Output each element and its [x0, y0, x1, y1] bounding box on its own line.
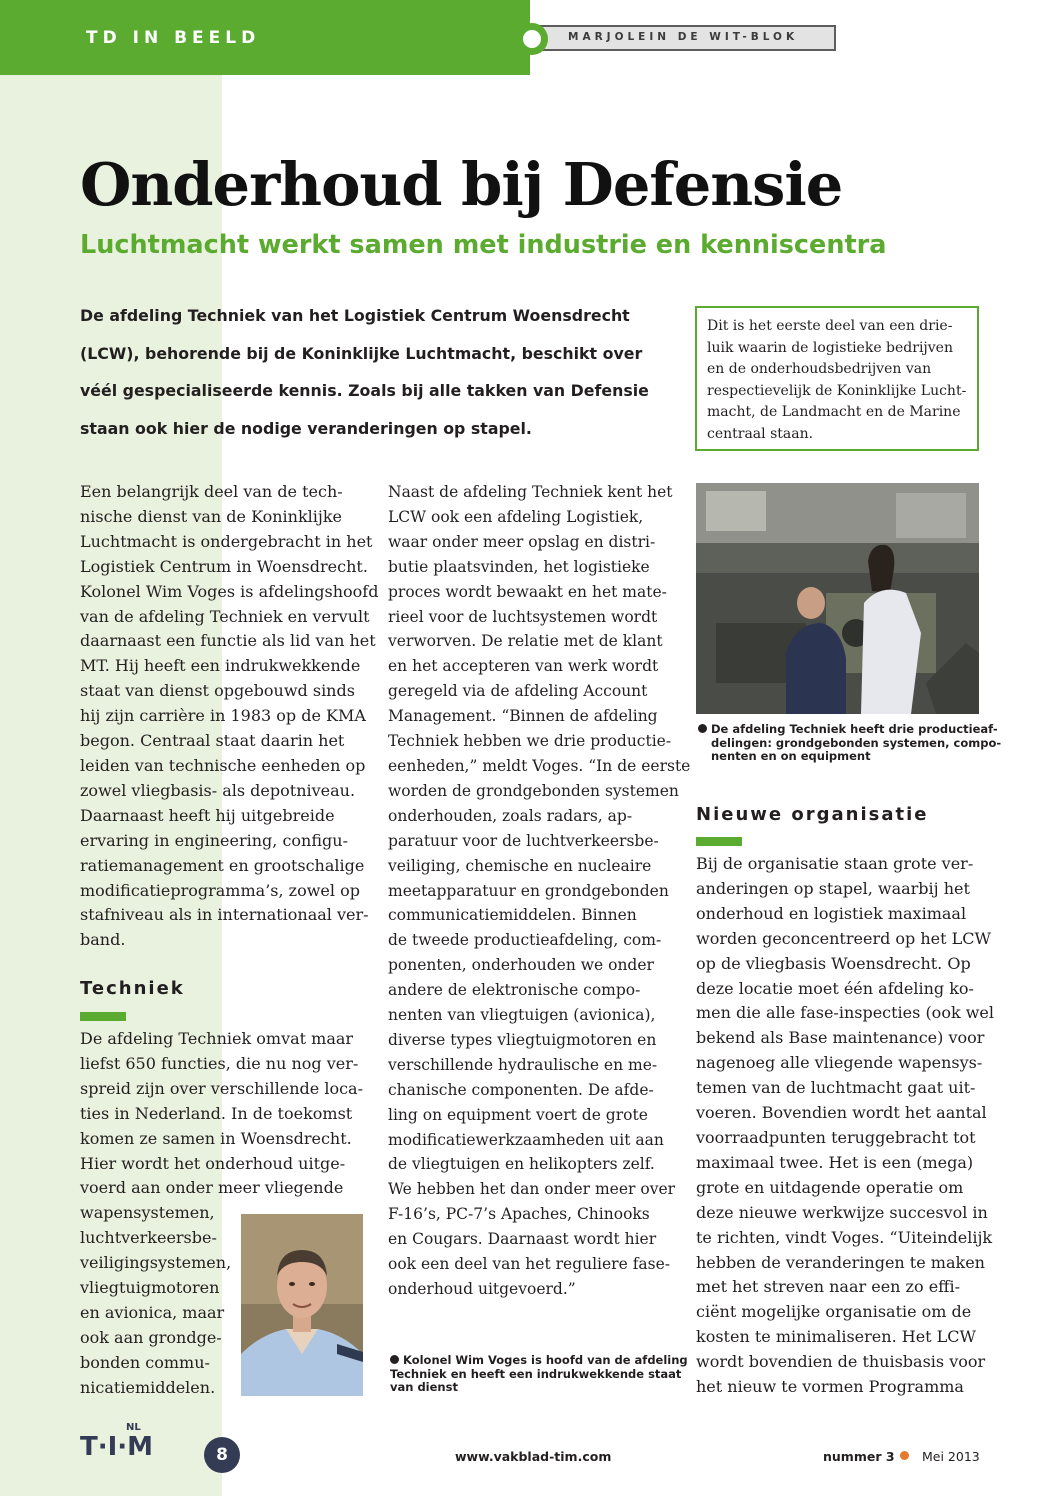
body-line: Bij de organisatie staan grote ver-	[696, 854, 974, 873]
body-line: geregeld via de afdeling Account	[388, 682, 648, 701]
body-line: meetapparatuur en grondgebonden	[388, 881, 669, 900]
body-line: ties in Nederland. In de toekomst	[80, 1103, 353, 1123]
lede-line: véél gespecialiseerde kennis. Zoals bij alle takken van Defensie	[80, 381, 649, 400]
body-line: en avionica, maar	[80, 1302, 225, 1322]
body-line: bekend als Base maintenance) voor	[696, 1028, 985, 1048]
body-line: voorraadpunten teruggebracht tot	[696, 1127, 976, 1147]
body-line: begon. Centraal staat daarin het	[80, 731, 345, 751]
caption-line: delingen: grondgebonden systemen, compo-	[711, 735, 1002, 750]
body-line: communicatiemiddelen. Binnen	[388, 906, 637, 925]
author-dot-inner	[523, 30, 541, 48]
body-line: verworven. De relatie met de klant	[388, 632, 663, 651]
column-3	[696, 852, 994, 1400]
body-line: onderhouden, zoals radars, ap-	[388, 806, 633, 825]
body-line: onderhoud en logistiek maximaal	[696, 903, 967, 923]
bullet-icon	[390, 1355, 399, 1364]
portrait-caption	[390, 1354, 688, 1395]
footer-date: Mei 2013	[922, 1449, 980, 1464]
heading-techniek: Techniek	[80, 978, 185, 999]
body-line: wordt bovendien de thuisbasis voor	[696, 1352, 986, 1372]
body-line: ling on equipment voert de grote	[388, 1105, 648, 1124]
body-line: deze nieuwe werkwijze succesvol in	[696, 1202, 988, 1222]
body-line: men die alle fase-inspecties (ook wel	[696, 1003, 995, 1023]
body-line: verschillende hydraulische en me-	[388, 1055, 658, 1074]
caption-line: van dienst	[390, 1380, 458, 1394]
column-2	[388, 480, 690, 1302]
body-line: leiden van technische eenheden op	[80, 755, 366, 775]
body-line: Kolonel Wim Voges is afdelingshoofd	[80, 581, 379, 601]
body-line: waar onder meer opslag en distri-	[388, 532, 656, 551]
body-line: voerd aan onder meer vliegende	[80, 1178, 344, 1198]
body-line: onderhoud uitgevoerd.”	[388, 1280, 576, 1298]
body-line: hebben de veranderingen te maken	[696, 1252, 985, 1272]
article-lede	[80, 302, 680, 452]
body-line: te richten, vindt Voges. “Uiteindelijk	[696, 1227, 993, 1247]
body-line: vliegtuigmotoren	[80, 1278, 220, 1298]
body-line: ook aan grondge-	[80, 1327, 222, 1347]
caption-line	[390, 1354, 688, 1368]
body-line: staat van dienst opgebouwd sinds	[80, 681, 355, 701]
body-line: worden geconcentreerd op het LCW	[696, 928, 991, 948]
body-line: de vliegtuigen en helikopters zelf.	[388, 1155, 655, 1174]
body-line: nagenoeg alle vliegende wapensys-	[696, 1053, 983, 1073]
body-line: Naast de afdeling Techniek kent het	[388, 483, 673, 501]
body-line: worden de grondgebonden systemen	[388, 781, 679, 800]
logo-text: T·I·M	[80, 1432, 154, 1462]
body-line: wapensystemen,	[80, 1203, 215, 1223]
workshop-caption	[698, 723, 1001, 764]
body-line: kosten te minimaliseren. Het LCW	[696, 1327, 976, 1347]
body-line: ook een deel van het reguliere fase-	[388, 1255, 671, 1274]
caption-line	[698, 723, 1001, 737]
body-line: de tweede productieafdeling, com-	[388, 931, 662, 950]
body-line: Logistiek Centrum in Woensdrecht.	[80, 556, 368, 576]
body-line: Techniek hebben we drie productie-	[388, 732, 672, 751]
body-line: anderingen op stapel, waarbij het	[696, 878, 970, 898]
article-title: Onderhoud bij Defensie	[80, 150, 843, 219]
heading-nieuwe-organisatie: Nieuwe organisatie	[696, 804, 929, 825]
body-line: ponenten, onderhouden we onder	[388, 956, 654, 975]
caption-line: nenten en on equipment	[711, 749, 871, 763]
column-1-intro	[80, 480, 378, 953]
lede-line: staan ook hier de nodige veranderingen op stapel.	[80, 418, 532, 438]
lede-line: (LCW), behorende bij de Koninklijke Luchtmacht, beschikt over	[80, 343, 643, 363]
author-name: MARJOLEIN DE WIT-BLOK	[568, 31, 799, 43]
body-line: ervaring in engineering, configu-	[80, 830, 348, 850]
body-line: bonden commu-	[80, 1352, 210, 1372]
body-line: eenheden,” meldt Voges. “In de eerste	[388, 756, 691, 775]
body-line: Hier wordt het onderhoud uitge-	[80, 1153, 346, 1173]
body-line: maximaal twee. Het is een (mega)	[696, 1152, 974, 1172]
footer-url[interactable]: www.vakblad-tim.com	[455, 1449, 612, 1464]
body-line: en Cougars. Daarnaast wordt hier	[388, 1230, 657, 1249]
header-green-band	[0, 0, 530, 75]
caption-text: De afdeling Techniek heeft drie productieaf-	[711, 722, 998, 736]
body-line: nenten van vliegtuigen (avionica),	[388, 1006, 656, 1025]
body-line: diverse types vliegtuigmotoren en	[388, 1030, 657, 1049]
body-line: nische dienst van de Koninklijke	[80, 506, 343, 526]
infobox-line: respectievelijk de Koninklijke Lucht-	[707, 382, 967, 399]
body-line: luchtverkeersbe-	[80, 1228, 217, 1248]
body-line: zowel vliegbasis- als depotniveau.	[80, 780, 356, 800]
body-line: Daarnaast heeft hij uitgebreide	[80, 805, 335, 825]
bullet-icon	[698, 724, 707, 733]
infobox-line: en de onderhoudsbedrijven van	[707, 361, 932, 377]
body-line: komen ze samen in Woensdrecht.	[80, 1128, 352, 1148]
body-line: paratuur voor de luchtverkeersbe-	[388, 831, 659, 850]
portrait-photo	[241, 1214, 363, 1396]
lede-line: De afdeling Techniek van het Logistiek Centrum Woensdrecht	[80, 306, 630, 325]
body-line: andere de elektronische compo-	[388, 981, 641, 1000]
body-line: Management. “Binnen de afdeling	[388, 707, 658, 726]
body-line: op de vliegbasis Woensdrecht. Op	[696, 953, 971, 973]
body-line: rieel voor de luchtsystemen wordt	[388, 607, 658, 626]
body-line: nicatiemiddelen.	[80, 1377, 216, 1397]
body-line: met het streven naar een zo effi-	[696, 1277, 961, 1297]
body-line: deze locatie moet één afdeling ko-	[696, 978, 974, 998]
body-line: De afdeling Techniek omvat maar	[80, 1029, 354, 1048]
body-line: LCW ook een afdeling Logistiek,	[388, 507, 644, 526]
body-line: daarnaast een functie als lid van het	[80, 631, 376, 651]
body-line: MT. Hij heeft een indrukwekkende	[80, 656, 361, 676]
tim-logo	[80, 1422, 154, 1462]
body-line: chanische componenten. De afde-	[388, 1080, 654, 1099]
infobox-line: Dit is het eerste deel van een drie-	[707, 318, 953, 334]
body-line: Een belangrijk deel van de tech-	[80, 482, 343, 501]
footer-dot-icon	[900, 1451, 909, 1460]
body-line: temen van de luchtmacht gaat uit-	[696, 1078, 976, 1098]
caption-text: Kolonel Wim Voges is hoofd van de afdeling	[403, 1353, 688, 1367]
body-line: We hebben het dan onder meer over	[388, 1180, 676, 1199]
body-line: stafniveau als in internationaal ver-	[80, 905, 369, 925]
series-infobox	[695, 306, 979, 451]
body-line: butie plaatsvinden, het logistieke	[388, 557, 650, 576]
body-line: veiligingsystemen,	[80, 1253, 232, 1273]
logo-superscript: NL	[126, 1422, 141, 1433]
body-line: van de afdeling Techniek en vervult	[80, 606, 370, 626]
body-line: spreid zijn over verschillende loca-	[80, 1078, 363, 1098]
heading-underline-bar	[696, 837, 742, 846]
body-line: hij zijn carrière in 1983 op de KMA	[80, 706, 366, 726]
body-line: modificatieprogramma’s, zowel op	[80, 880, 360, 900]
article-subtitle: Luchtmacht werkt samen met industrie en kenniscentra	[80, 230, 887, 260]
body-line: F-16’s, PC-7’s Apaches, Chinooks	[388, 1205, 650, 1224]
infobox-line: macht, de Landmacht en de Marine	[707, 404, 961, 420]
heading-underline-bar	[80, 1012, 126, 1021]
body-line: grote en uitdagende operatie om	[696, 1177, 964, 1197]
section-tag: TD IN BEELD	[86, 28, 261, 48]
body-line: veiliging, chemische en nucleaire	[388, 856, 652, 875]
infobox-line: luik waarin de logistieke bedrijven	[707, 339, 953, 356]
body-line: en het accepteren van werk wordt	[388, 657, 659, 676]
workshop-photo	[696, 483, 979, 714]
infobox-line: centraal staan.	[707, 425, 814, 442]
body-line: het nieuw te vormen Programma	[696, 1377, 964, 1397]
body-line: liefst 650 functies, die nu nog ver-	[80, 1053, 359, 1073]
body-line: proces wordt bewaakt en het mate-	[388, 582, 667, 601]
body-line: band.	[80, 930, 126, 950]
body-line: modificatiewerkzaamheden uit aan	[388, 1130, 664, 1149]
footer-issue: nummer 3	[823, 1449, 895, 1464]
page-number: 8	[204, 1437, 240, 1473]
body-line: ratiemanagement en grootschalige	[80, 855, 365, 875]
caption-line: Techniek en heeft een indrukwekkende staat	[390, 1366, 682, 1381]
body-line: Luchtmacht is ondergebracht in het	[80, 531, 373, 551]
body-line: ciënt mogelijke organisatie om de	[696, 1302, 972, 1322]
body-line: voeren. Bovendien wordt het aantal	[696, 1103, 987, 1123]
